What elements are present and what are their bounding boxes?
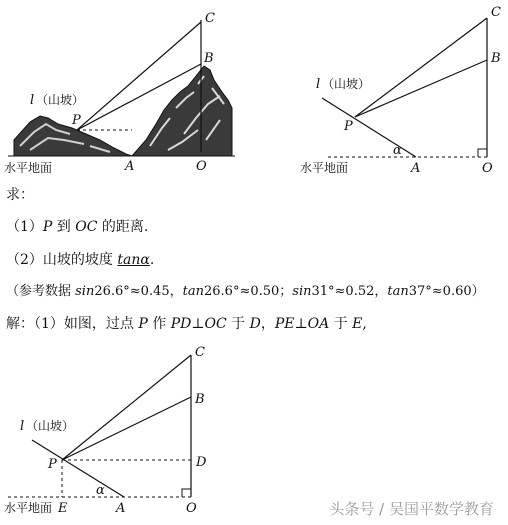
ref-tan-1: tan xyxy=(182,284,204,299)
ref-sin-1: sin xyxy=(75,284,95,299)
sol-perp-1: ⊥ xyxy=(191,316,205,332)
sol-OC: OC xyxy=(204,316,227,332)
q2-prefix: （2）山坡的坡度 xyxy=(6,252,118,268)
line-PC xyxy=(355,18,487,117)
ref-sin-2: sin xyxy=(292,284,312,299)
q2-tan-alpha: tanα xyxy=(117,252,150,268)
label-slope: （山坡） xyxy=(26,419,75,433)
question-2 xyxy=(6,252,154,268)
label-A: A xyxy=(411,161,421,176)
sol-prefix: 解：（1）如图，过点 xyxy=(6,316,139,332)
figure-2 xyxy=(300,5,501,176)
label-l: l xyxy=(20,419,25,434)
figure-3 xyxy=(4,345,207,516)
sol-end: , xyxy=(362,316,367,332)
label-A: A xyxy=(125,159,135,174)
sol-mid-3: 于 xyxy=(329,316,353,332)
label-C: C xyxy=(491,5,501,20)
label-B: B xyxy=(491,51,501,66)
label-O: O xyxy=(482,161,493,176)
sol-PE: PE xyxy=(274,316,295,332)
sol-comma: ， xyxy=(260,316,275,332)
q1-point-P: P xyxy=(42,219,53,235)
sol-perp-2: ⊥ xyxy=(294,316,308,332)
ref-value-2: 26.6°≈0.50； xyxy=(204,284,293,299)
solution-line xyxy=(6,316,367,332)
sol-D: D xyxy=(249,316,261,332)
ref-value-3: 31°≈0.52， xyxy=(311,284,388,299)
sol-OA: OA xyxy=(307,316,330,332)
label-ground: 水平地面 xyxy=(300,161,349,175)
label-C: C xyxy=(205,11,215,26)
right-angle-mark xyxy=(182,489,191,497)
label-B: B xyxy=(204,51,214,66)
ask-label: 求： xyxy=(6,187,34,203)
sol-point-P: P xyxy=(138,316,148,332)
q2-suffix: . xyxy=(149,252,155,268)
label-O: O xyxy=(186,501,197,516)
sol-mid-2: 于 xyxy=(226,316,250,332)
slope-line xyxy=(32,440,124,497)
label-l: l xyxy=(316,77,321,92)
line-PB xyxy=(355,60,487,117)
label-D: D xyxy=(196,455,207,470)
ref-value-1: 26.6°≈0.45， xyxy=(94,284,183,299)
label-O: O xyxy=(196,159,207,174)
label-l: l xyxy=(30,93,35,108)
reference-data xyxy=(6,284,485,300)
q1-mid: 到 xyxy=(52,219,76,235)
line-PC xyxy=(62,355,191,460)
label-C: C xyxy=(195,345,205,360)
sol-mid-1: 作 xyxy=(147,316,171,332)
label-A: A xyxy=(116,501,126,516)
question-1 xyxy=(6,219,148,235)
label-E: E xyxy=(58,501,68,516)
sol-PD: PD xyxy=(170,316,192,332)
q1-suffix: 的距离. xyxy=(97,219,149,235)
label-ground: 水平地面 xyxy=(4,501,53,515)
label-alpha: α xyxy=(96,483,105,498)
label-slope: （山坡） xyxy=(322,77,371,91)
q1-prefix: （1） xyxy=(6,219,43,235)
label-alpha: α xyxy=(393,143,402,158)
label-ground: 水平地面 xyxy=(4,161,53,175)
figure-1 xyxy=(4,11,235,175)
line-PB xyxy=(62,397,191,460)
label-P: P xyxy=(48,457,57,472)
watermark: 头条号 / 吴国平数学教育 xyxy=(329,500,494,518)
label-slope: （山坡） xyxy=(36,93,85,107)
sol-E: E xyxy=(352,316,363,332)
q1-segment-OC: OC xyxy=(75,219,98,235)
label-P: P xyxy=(344,119,353,134)
label-B: B xyxy=(195,392,205,407)
ref-open: （参考数据 xyxy=(6,284,76,299)
right-angle-mark xyxy=(478,149,487,157)
label-P: P xyxy=(72,113,81,128)
ref-tan-2: tan xyxy=(387,284,409,299)
ref-value-4: 37°≈0.60） xyxy=(408,284,485,299)
